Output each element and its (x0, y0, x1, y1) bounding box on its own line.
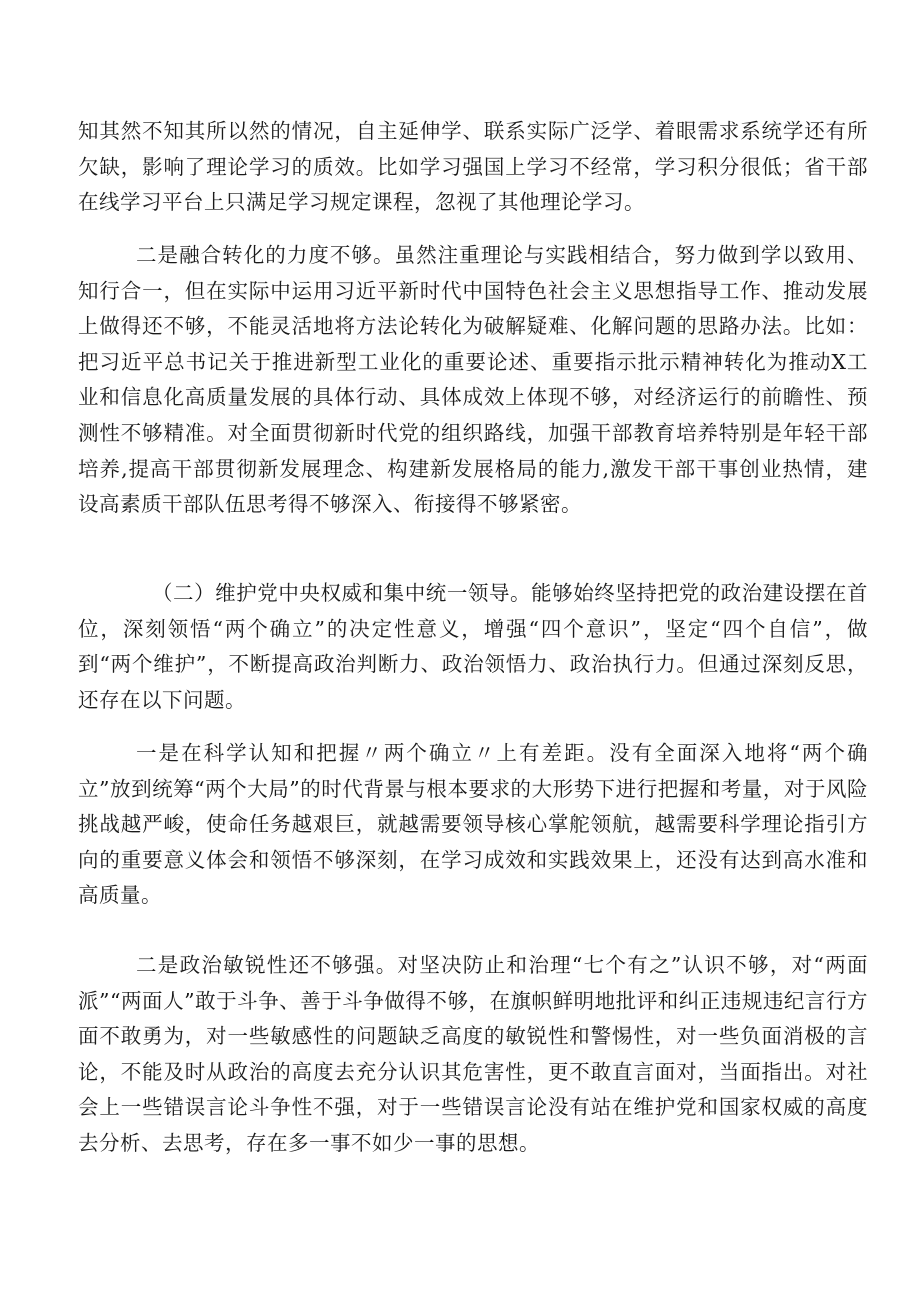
paragraph-two-establishments: 一是在科学认知和把握〃两个确立〃上有差距。没有全面深入地将“两个确立”放到统筹“两个大局”的时代背景与根本要求的大形势下进行把握和考量，对于风险挑战越严峻，使命任务越艰巨，就越需要领导核心掌舵领航，越需要科学理论指引方向的重要意义体会和领悟不够深刻，在学习成效和实践效果上，还没有达到高水准和高质量。 (78, 741, 868, 908)
paragraph-section-two-heading: （二）维护党中央权威和集中统一领导。能够始终坚持把党的政治建设摆在首位，深刻领悟“两个确立”的决定性意义，增强“四个意识”，坚定“四个自信”，做到“两个维护”，不断提高政治判断力、政治领悟力、政治执行力。但通过深刻反思，还存在以下问题。 (78, 581, 868, 712)
paragraph-integration-transformation: 二是融合转化的力度不够。虽然注重理论与实践相结合，努力做到学以致用、知行合一，但在实际中运用习近平新时代中国特色社会主义思想指导工作、推动发展上做得还不够，不能灵活地将方法论转化为破解疑难、化解问题的思路办法。比如：把习近平总书记关于推进新型工业化的重要论述、重要指示批示精神转化为推动X工业和信息化高质量发展的具体行动、具体成效上体现不够，对经济运行的前瞻性、预测性不够精准。对全面贯彻新时代党的组织路线，加强干部教育培养特别是年轻干部培养,提高干部贯彻新发展理念、构建新发展格局的能力,激发干部干事创业热情，建设高素质干部队伍思考得不够深入、衔接得不够紧密。 (78, 243, 868, 517)
paragraph-continued: 知其然不知其所以然的情况，自主延伸学、联系实际广泛学、着眼需求系统学还有所欠缺，影响了理论学习的质效。比如学习强国上学习不经常，学习积分很低；省干部在线学习平台上只满足学习规定课程，忽视了其他理论学习。 (78, 119, 868, 215)
paragraph-political-sensitivity: 二是政治敏锐性还不够强。对坚决防止和治理“七个有之”认识不够，对“两面派”“两面人”敢于斗争、善于斗争做得不够，在旗帜鲜明地批评和纠正违规违纪言行方面不敢勇为，对一些敏感性的问题缺乏高度的敏锐性和警惕性，对一些负面消极的言论，不能及时从政治的高度去充分认识其危害性，更不敢直言面对，当面指出。对社会上一些错误言论斗争性不强，对于一些错误言论没有站在维护党和国家权威的高度去分析、去思考，存在多一事不如少一事的思想。 (78, 953, 868, 1155)
